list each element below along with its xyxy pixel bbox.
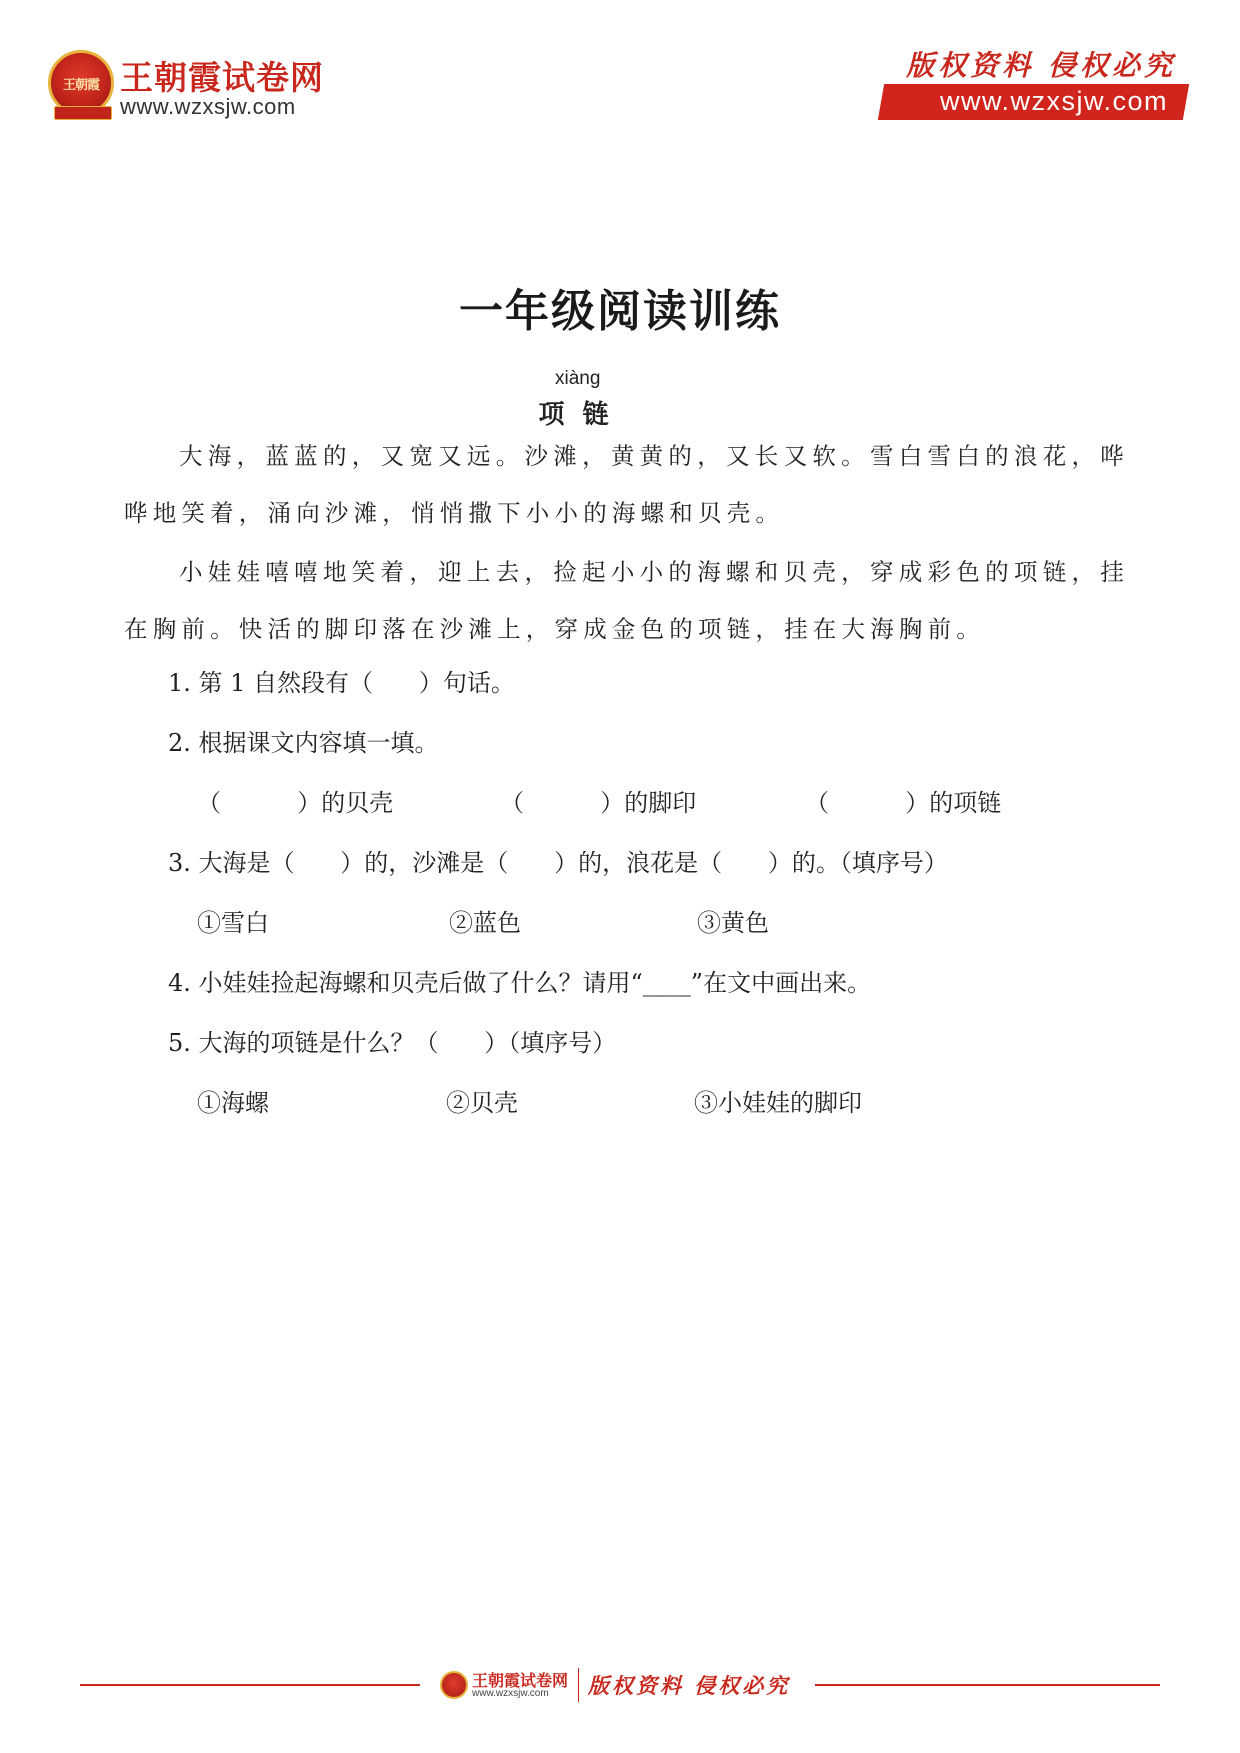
q2-blank-shell: （ ）的贝壳 (197, 789, 394, 817)
copyright-notice: 版权资料 侵权必究 (906, 49, 1176, 82)
brand-name: 王朝霞试卷网 (120, 58, 324, 97)
footer-seal-logo (440, 1671, 468, 1699)
footer-separator (578, 1668, 579, 1702)
q3-option-2: ②蓝色 (449, 909, 521, 937)
q5-option-1: ①海螺 (197, 1089, 269, 1117)
footer-brand-url[interactable]: www.wzxsjw.com (472, 1688, 549, 1699)
q3-option-3: ③黄色 (697, 909, 769, 937)
q2-blank-footprint: （ ）的脚印 (500, 789, 697, 817)
question-4: 4. 小娃娃捡起海螺和贝壳后做了什么？请用“____”在文中画出来。 (168, 969, 872, 997)
story-paragraph-1: 大海，蓝蓝的，又宽又远。沙滩，黄黄的，又长又软。雪白雪白的浪花，哗哗地笑着，涌向沙滩，悄悄撒下小小的海螺和贝壳。 (124, 442, 1129, 527)
story-title-pinyin: xiàng (555, 368, 601, 389)
footer-copyright: 版权资料 侵权必究 (588, 1673, 791, 1698)
footer-divider-right (815, 1684, 1160, 1686)
page-title: 一年级阅读训练 (459, 286, 781, 337)
q5-option-2: ②贝壳 (446, 1089, 518, 1117)
q3-option-1: ①雪白 (197, 909, 269, 937)
question-1: 1. 第 1 自然段有（ ）句话。 (168, 669, 515, 697)
question-5: 5. 大海的项链是什么？（ ）（填序号） (168, 1029, 617, 1057)
q5-option-3: ③小娃娃的脚印 (694, 1089, 862, 1117)
seal-ribbon (54, 106, 112, 120)
question-2: 2. 根据课文内容填一填。 (168, 729, 439, 757)
story-title: 项链 (538, 400, 627, 430)
seal-text: 王朝霞 (62, 77, 99, 93)
site-brand[interactable] (48, 46, 348, 126)
copyright-url[interactable]: www.wzxsjw.com (939, 86, 1168, 116)
footer-divider-left (80, 1684, 420, 1686)
copyright-banner (886, 42, 1186, 122)
q2-blank-necklace: （ ）的项链 (805, 789, 1002, 817)
question-3: 3. 大海是（ ）的，沙滩是（ ）的，浪花是（ ）的。（填序号） (168, 849, 948, 877)
footer-brand-name: 王朝霞试卷网 (472, 1671, 569, 1690)
brand-url[interactable]: www.wzxsjw.com (120, 94, 296, 119)
story-paragraph-2: 小娃娃嘻嘻地笑着，迎上去，捡起小小的海螺和贝壳，穿成彩色的项链，挂在胸前。快活的脚印落在沙滩上，穿成金色的项链，挂在大海胸前。 (124, 558, 1129, 643)
